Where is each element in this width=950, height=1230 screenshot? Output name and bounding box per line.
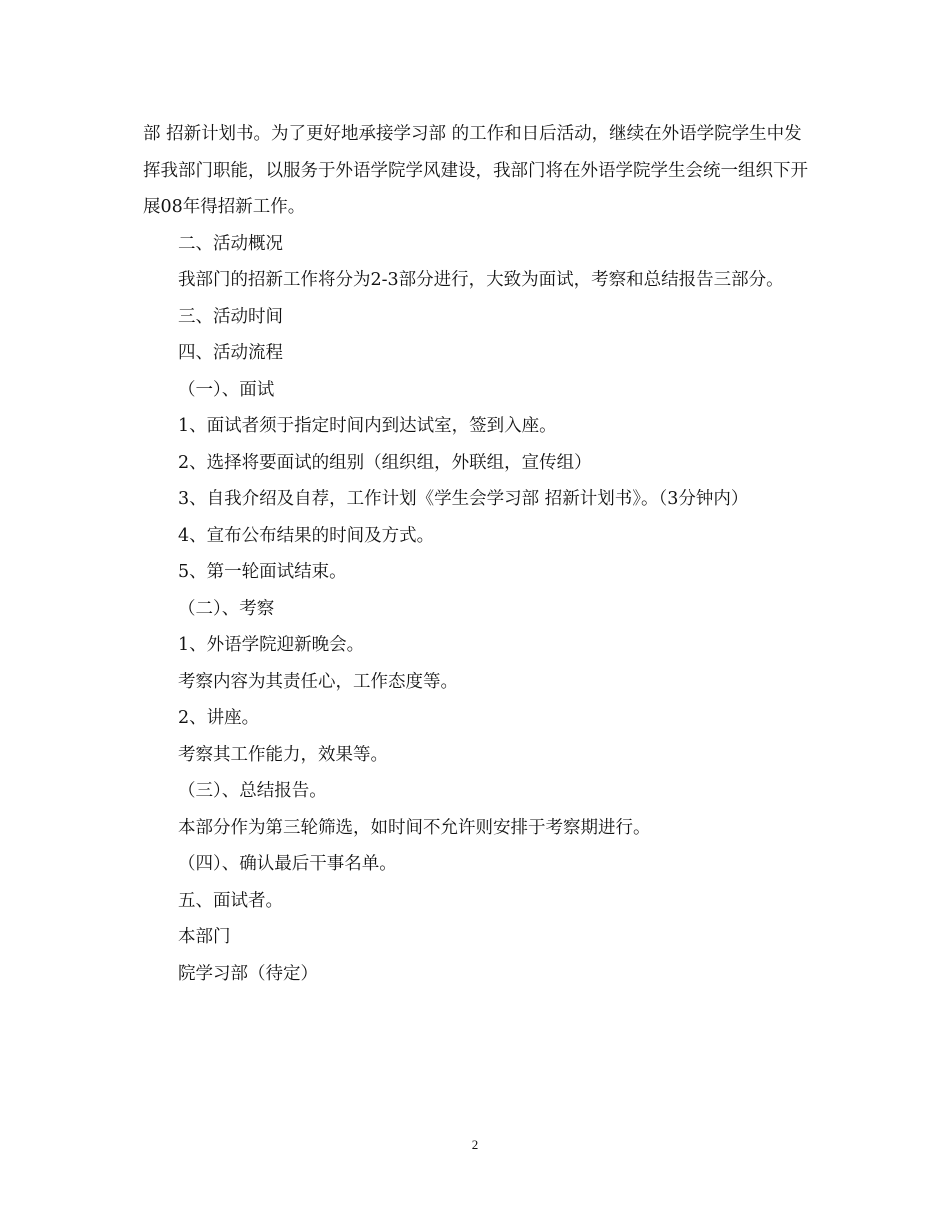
- list-item: 3、自我介绍及自荐，工作计划《学生会学习部 招新计划书》。（3分钟内）: [178, 489, 749, 509]
- heading-activity-process: 四、活动流程: [178, 343, 283, 363]
- heading-interviewers: 五、面试者。: [178, 890, 283, 911]
- document-body: [143, 116, 809, 992]
- list-item: 4、宣布公布结果的时间及方式。: [178, 525, 435, 546]
- list-item: 1、面试者须于指定时间内到达试室，签到入座。: [178, 416, 557, 436]
- heading-activity-time: 三、活动时间: [178, 306, 283, 327]
- list-item: 2、选择将要面试的组别（组织组，外联组，宣传组）: [178, 452, 592, 473]
- paragraph-department: 本部门: [178, 927, 231, 947]
- list-item: 1、外语学院迎新晚会。: [178, 635, 365, 655]
- subheading-summary-report: （三）、总结报告。: [178, 781, 327, 801]
- paragraph-department-status: 院学习部（待定）: [178, 963, 318, 984]
- list-item: 2、讲座。: [178, 708, 260, 728]
- subheading-confirm-list: （四）、确认最后干事名单。: [178, 854, 397, 874]
- paragraph-overview: 我部门的招新工作将分为2-3部分进行，大致为面试，考察和总结报告三部分。: [178, 270, 784, 290]
- list-item-detail: 考察其工作能力，效果等。: [178, 744, 388, 765]
- subheading-interview: （一）、面试: [178, 379, 275, 400]
- list-item: 5、第一轮面试结束。: [178, 562, 347, 582]
- heading-activity-overview: 二、活动概况: [178, 233, 283, 254]
- subheading-inspection: （二）、考察: [178, 598, 275, 619]
- page-number: 2: [471, 1137, 479, 1152]
- paragraph-intro: 部 招新计划书。为了更好地承接学习部 的工作和日后活动，继续在外语学院学生中发挥我部门职能，以服务于外语学院学风建设，我部门将在外语学院学生会统一组织下开展08年得招新工作。: [143, 124, 808, 217]
- list-item-detail: 考察内容为其责任心，工作态度等。: [178, 671, 458, 692]
- paragraph-summary: 本部分作为第三轮筛选，如时间不允许则安排于考察期进行。: [178, 817, 651, 838]
